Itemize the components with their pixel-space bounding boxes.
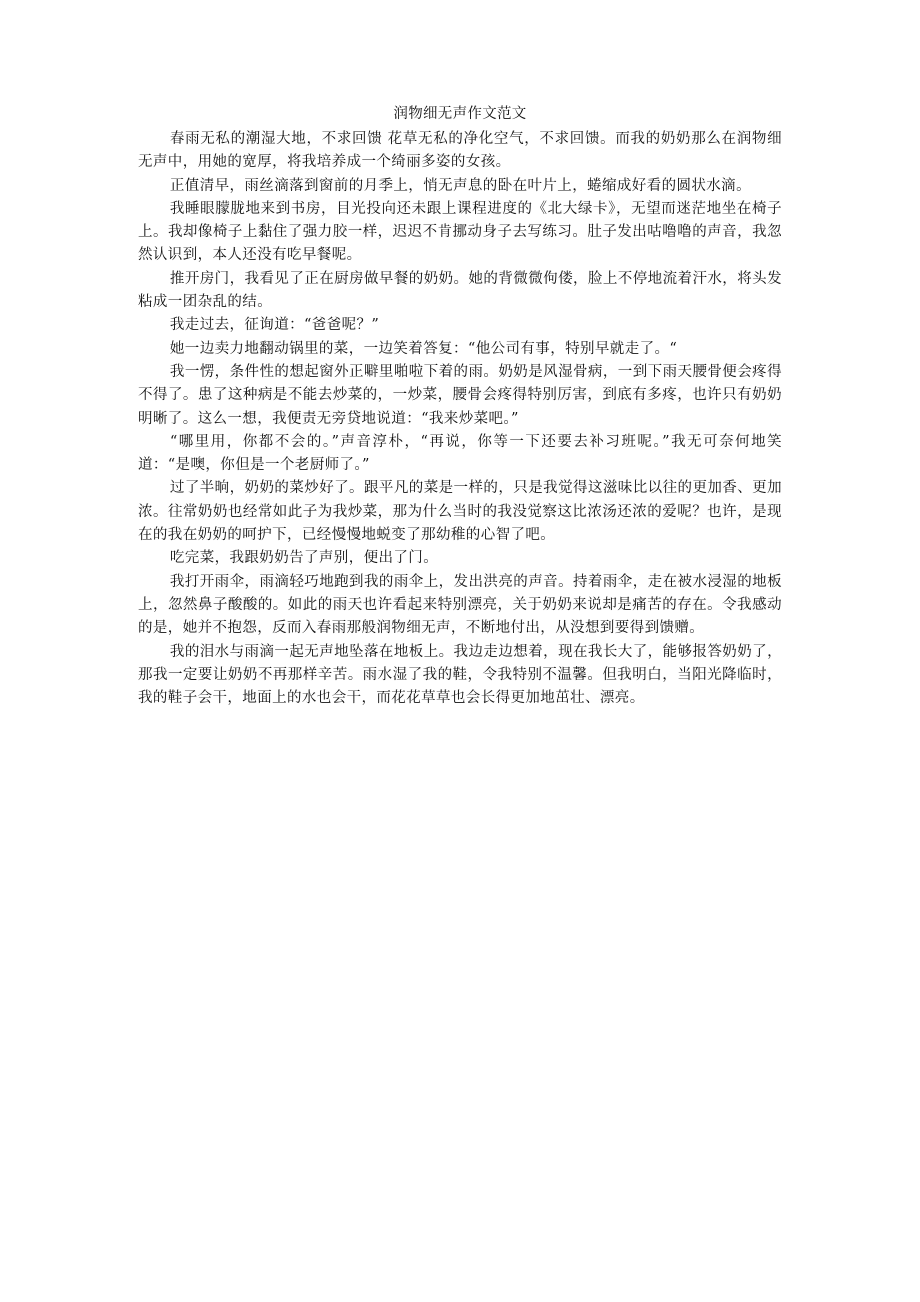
paragraph-12: 我的泪水与雨滴一起无声地坠落在地板上。我边走边想着，现在我长大了，能够报答奶奶了，那我一定要让奶奶不再那样辛苦。雨水湿了我的鞋，令我特别不温馨。但我明白，当阳光降临时，我的鞋子会干，地面上的水也会干，而花花草草也会长得更加地茁壮、漂亮。 [138, 643, 782, 707]
paragraph-7: 我一愣，条件性的想起窗外正噼里啪啦下着的雨。奶奶是风湿骨病，一到下雨天腰骨便会疼得不得了。患了这种病是不能去炒菜的，一炒菜，腰骨会疼得特别厉害，到底有多疼，也许只有奶奶明晰了。这么一想，我便责无旁贷地说道：“我来炒菜吧。” [138, 363, 782, 427]
paragraph-2: 正值清早，雨丝滴落到窗前的月季上，悄无声息的卧在叶片上，蜷缩成好看的圆状水滴。 [169, 177, 751, 194]
paragraph-11: 我打开雨伞，雨滴轻巧地跑到我的雨伞上，发出洪亮的声音。持着雨伞，走在被水浸湿的地板上，忽然鼻子酸酸的。如此的雨天也许看起来特别漂亮，关于奶奶来说却是痛苦的存在。令我感动的是，她并不抱怨，反而入春雨那般润物细无声，不断地付出，从没想到要得到馈赠。 [138, 573, 782, 637]
paragraph-8: “哪里用，你都不会的。”声音淳朴，“再说，你等一下还要去补习班呢。”我无可奈何地笑道：“是噢，你但是一个老厨师了。” [138, 433, 782, 474]
document-body [138, 104, 782, 710]
paragraph-6: 她一边卖力地翻动锅里的菜，一边笑着答复：“他公司有事，特别早就走了。“ [169, 340, 678, 357]
paragraph-3: 我睡眼朦胧地来到书房，目光投向还未跟上课程进度的《北大绿卡》，无望而迷茫地坐在椅子上。我却像椅子上黏住了强力胶一样，迟迟不肯挪动身子去写练习。肚子发出咕噜噜的声音，我忽然认识到，本人还没有吃早餐呢。 [138, 200, 782, 264]
paragraph-4: 推开房门，我看见了正在厨房做早餐的奶奶。她的背微微佝偻，脸上不停地流着汗水，将头发粘成一团杂乱的结。 [138, 270, 782, 311]
paragraph-9: 过了半晌，奶奶的菜炒好了。跟平凡的菜是一样的，只是我觉得这滋味比以往的更加香、更加浓。往常奶奶也经常如此子为我炒菜，那为什么当时的我没觉察这比浓汤还浓的爱呢？也许，是现在的我在奶奶的呵护下，已经慢慢地蜕变了那幼稚的心智了吧。 [138, 480, 782, 544]
paragraph-5: 我走过去，征询道：“爸爸呢？” [169, 317, 380, 334]
paragraph-1: 春雨无私的潮湿大地，不求回馈 花草无私的净化空气，不求回馈。而我的奶奶那么在润物细无声中，用她的宽厚，将我培养成一个绮丽多姿的女孩。 [138, 131, 782, 171]
document-title: 润物细无声作文范文 [393, 106, 527, 122]
paragraph-10: 吃完菜，我跟奶奶告了声别，便出了门。 [169, 550, 439, 567]
